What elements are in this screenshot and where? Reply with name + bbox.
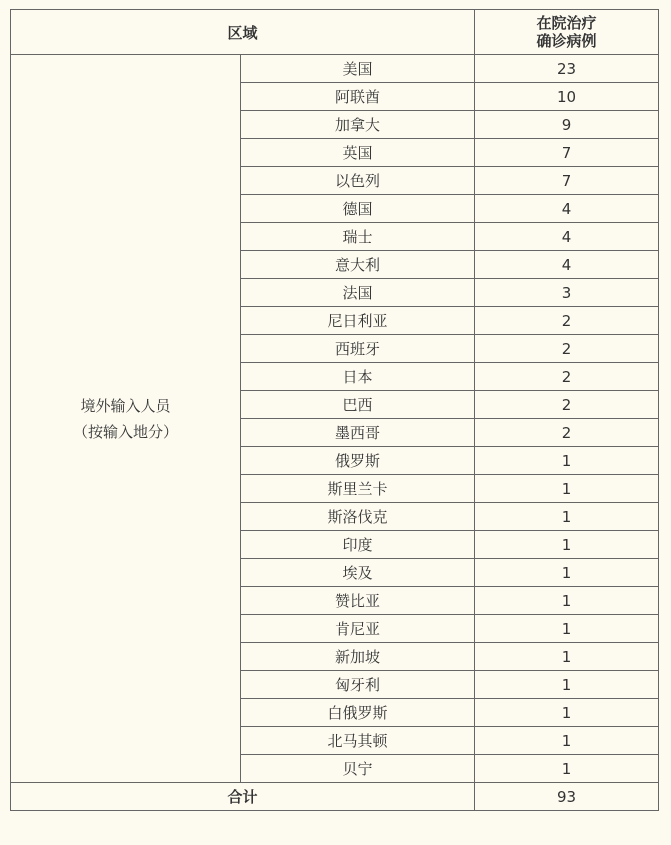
table-row <box>11 55 659 83</box>
count-cell: 1 <box>475 447 659 475</box>
country-cell: 日本 <box>241 363 475 391</box>
total-row <box>11 783 659 811</box>
count-cell: 23 <box>475 55 659 83</box>
country-cell: 西班牙 <box>241 335 475 363</box>
count-cell: 1 <box>475 727 659 755</box>
count-cell: 1 <box>475 755 659 783</box>
header-row <box>11 10 659 55</box>
header-region: 区域 <box>11 10 475 55</box>
count-cell: 9 <box>475 111 659 139</box>
header-count-line2: 确诊病例 <box>536 32 597 50</box>
group-label-line1: 境外输入人员 <box>80 396 171 415</box>
count-cell: 4 <box>475 195 659 223</box>
count-cell: 7 <box>475 167 659 195</box>
country-cell: 加拿大 <box>241 111 475 139</box>
country-cell: 巴西 <box>241 391 475 419</box>
table-container <box>10 9 659 811</box>
country-cell: 以色列 <box>241 167 475 195</box>
count-cell: 4 <box>475 223 659 251</box>
country-cell: 墨西哥 <box>241 419 475 447</box>
count-cell: 1 <box>475 699 659 727</box>
country-cell: 瑞士 <box>241 223 475 251</box>
group-label-cell <box>11 55 241 783</box>
country-cell: 白俄罗斯 <box>241 699 475 727</box>
count-cell: 2 <box>475 391 659 419</box>
country-cell: 斯里兰卡 <box>241 475 475 503</box>
country-cell: 意大利 <box>241 251 475 279</box>
count-cell: 2 <box>475 307 659 335</box>
count-cell: 1 <box>475 531 659 559</box>
count-cell: 3 <box>475 279 659 307</box>
count-cell: 1 <box>475 503 659 531</box>
count-cell: 10 <box>475 83 659 111</box>
header-count <box>475 10 659 55</box>
total-count: 93 <box>475 783 659 811</box>
country-cell: 北马其顿 <box>241 727 475 755</box>
cases-table <box>10 9 659 811</box>
country-cell: 法国 <box>241 279 475 307</box>
country-cell: 肯尼亚 <box>241 615 475 643</box>
count-cell: 2 <box>475 335 659 363</box>
count-cell: 1 <box>475 559 659 587</box>
count-cell: 2 <box>475 363 659 391</box>
country-cell: 印度 <box>241 531 475 559</box>
count-cell: 1 <box>475 643 659 671</box>
country-cell: 英国 <box>241 139 475 167</box>
count-cell: 4 <box>475 251 659 279</box>
country-cell: 阿联酋 <box>241 83 475 111</box>
country-cell: 德国 <box>241 195 475 223</box>
count-cell: 2 <box>475 419 659 447</box>
country-cell: 埃及 <box>241 559 475 587</box>
country-cell: 俄罗斯 <box>241 447 475 475</box>
country-cell: 美国 <box>241 55 475 83</box>
count-cell: 7 <box>475 139 659 167</box>
country-cell: 匈牙利 <box>241 671 475 699</box>
total-label: 合计 <box>11 783 475 811</box>
country-cell: 赞比亚 <box>241 587 475 615</box>
country-cell: 贝宁 <box>241 755 475 783</box>
country-cell: 新加坡 <box>241 643 475 671</box>
header-count-line1: 在院治疗 <box>536 14 597 32</box>
group-label-line2: （按输入地分） <box>72 422 178 441</box>
country-cell: 斯洛伐克 <box>241 503 475 531</box>
country-cell: 尼日利亚 <box>241 307 475 335</box>
count-cell: 1 <box>475 475 659 503</box>
count-cell: 1 <box>475 615 659 643</box>
count-cell: 1 <box>475 587 659 615</box>
count-cell: 1 <box>475 671 659 699</box>
